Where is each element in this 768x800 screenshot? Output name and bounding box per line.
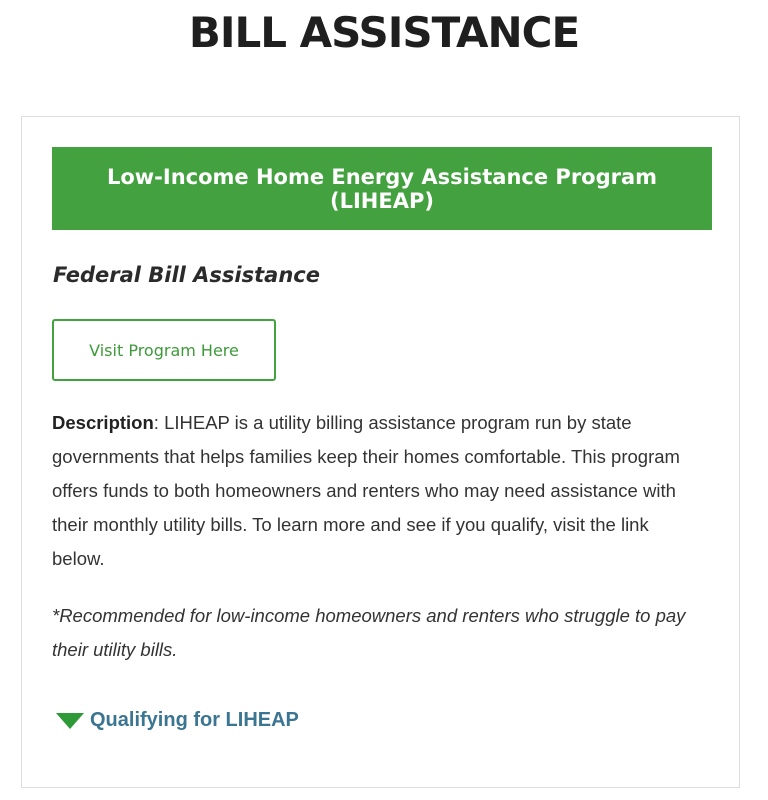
description-text: LIHEAP is a utility billing assistance program run by state governments that helps families keep their homes comfortable. This program offers funds to both homeowners and renters who may need assistance with their monthly utility bills. To learn more and see if you qualify, visit the link below. xyxy=(52,412,680,569)
program-banner xyxy=(52,147,712,230)
program-description xyxy=(52,406,702,576)
visit-program-button-label: Visit Program Here xyxy=(89,340,239,360)
program-subtitle: Federal Bill Assistance xyxy=(53,263,320,287)
page-title: BILL ASSISTANCE xyxy=(188,8,580,57)
triangle-down-icon xyxy=(56,713,84,729)
program-card xyxy=(21,116,740,788)
description-separator: : xyxy=(153,412,165,433)
visit-program-button[interactable] xyxy=(52,319,276,381)
description-label: Description xyxy=(52,412,154,433)
program-banner-title: Low-Income Home Energy Assistance Program (LIHEAP) xyxy=(106,164,658,213)
qualifying-accordion-label: Qualifying for LIHEAP xyxy=(90,709,299,731)
qualifying-accordion-toggle[interactable] xyxy=(56,709,299,732)
recommendation-note: *Recommended for low-income homeowners and renters who struggle to pay their utility bills. xyxy=(52,605,686,660)
